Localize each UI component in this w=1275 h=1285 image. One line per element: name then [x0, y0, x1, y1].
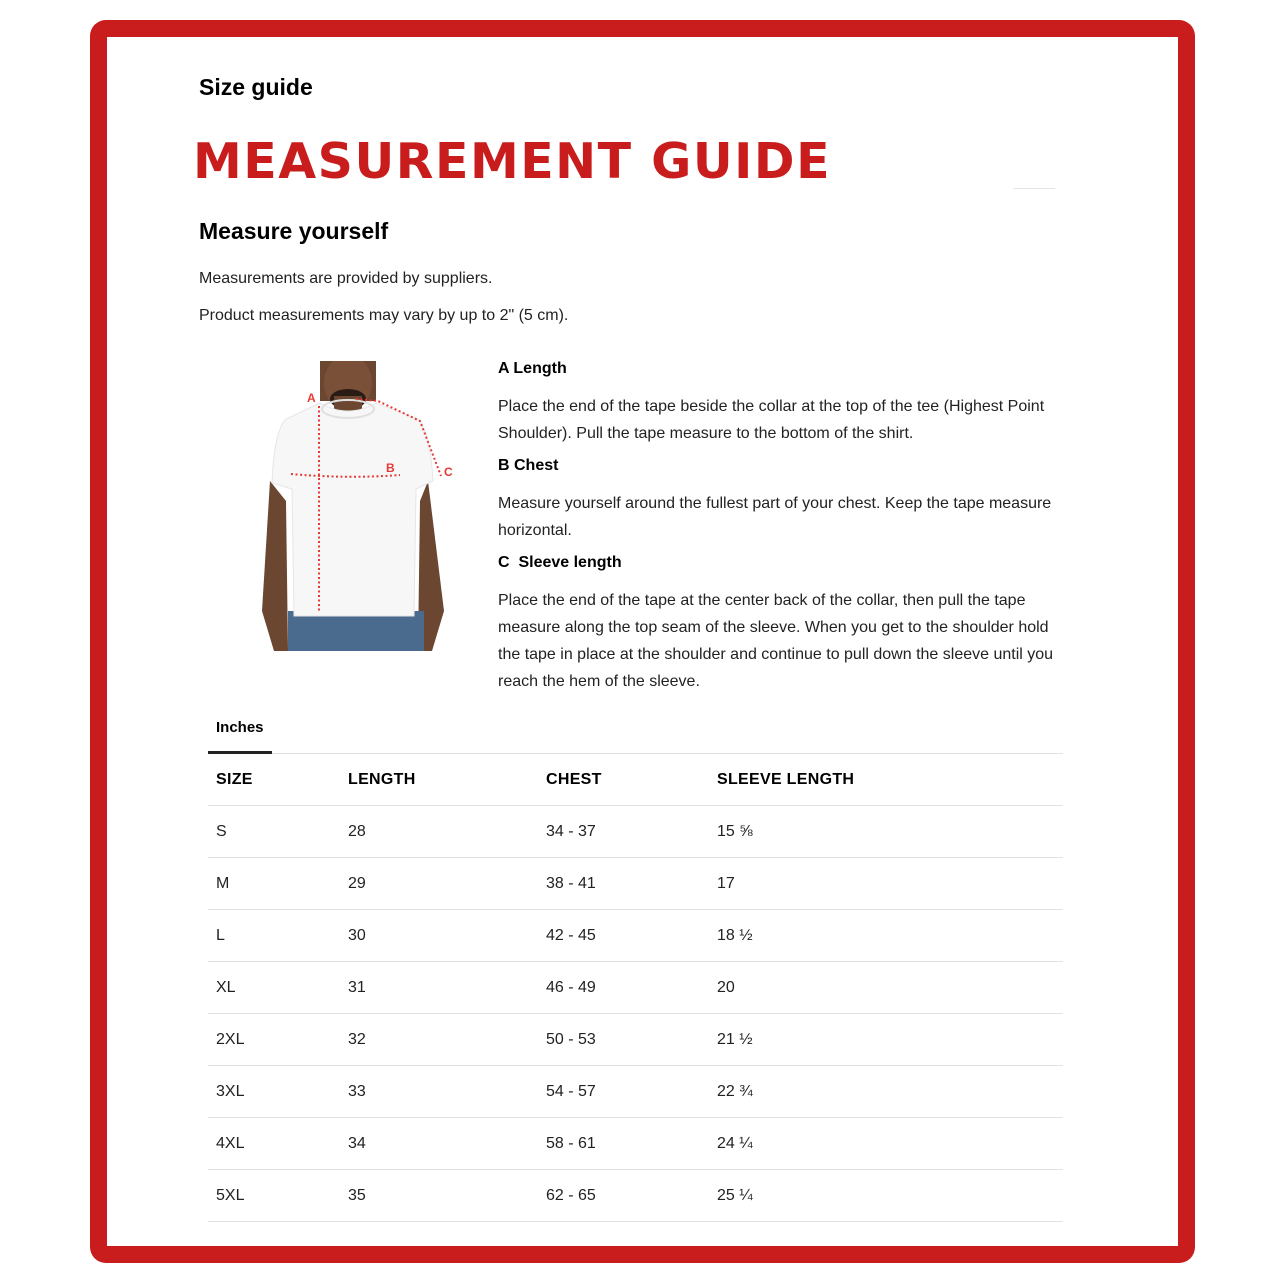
cell-size: S [208, 806, 348, 858]
cell-length: 30 [348, 910, 546, 962]
cell-sleeve-length: 24 ¼ [717, 1118, 1063, 1170]
instruction-sleeve [498, 552, 1063, 695]
cell-chest: 34 - 37 [546, 806, 717, 858]
cell-sleeve-length: 25 ¼ [717, 1170, 1063, 1222]
cell-size: 4XL [208, 1118, 348, 1170]
cell-sleeve-length: 18 ½ [717, 910, 1063, 962]
table-row [208, 1118, 1063, 1170]
cell-size: XL [208, 962, 348, 1014]
cell-sleeve-length: 22 ¾ [717, 1066, 1063, 1118]
table-row [208, 1066, 1063, 1118]
instruction-title: C Sleeve length [498, 554, 622, 571]
header-sleeve-length: SLEEVE LENGTH [717, 754, 1063, 806]
cell-size: 2XL [208, 1014, 348, 1066]
instructions [498, 358, 1063, 703]
cell-length: 28 [348, 806, 546, 858]
instruction-title: B Chest [498, 457, 559, 474]
size-table [208, 754, 1063, 1222]
cell-sleeve-length: 20 [717, 962, 1063, 1014]
header-size: SIZE [208, 754, 348, 806]
cell-chest: 58 - 61 [546, 1118, 717, 1170]
cell-size: 3XL [208, 1066, 348, 1118]
header-length: LENGTH [348, 754, 546, 806]
cell-chest: 46 - 49 [546, 962, 717, 1014]
supplier-note: Measurements are provided by suppliers. [199, 270, 493, 287]
tshirt-measurement-illustration [258, 361, 458, 651]
measurement-guide-title: MEASUREMENT GUIDE [193, 133, 832, 190]
cell-sleeve-length: 15 ⅝ [717, 806, 1063, 858]
cell-length: 33 [348, 1066, 546, 1118]
cell-sleeve-length: 21 ½ [717, 1014, 1063, 1066]
cell-chest: 42 - 45 [546, 910, 717, 962]
table-row [208, 910, 1063, 962]
tab-label: Inches [216, 719, 264, 736]
cell-length: 31 [348, 962, 546, 1014]
divider [1013, 188, 1055, 189]
cell-chest: 54 - 57 [546, 1066, 717, 1118]
cell-chest: 50 - 53 [546, 1014, 717, 1066]
cell-chest: 62 - 65 [546, 1170, 717, 1222]
instruction-chest [498, 455, 1063, 544]
instruction-title: A Length [498, 360, 567, 377]
cell-size: M [208, 858, 348, 910]
table-header-row [208, 754, 1063, 806]
cell-size: L [208, 910, 348, 962]
cell-length: 29 [348, 858, 546, 910]
table-row [208, 1014, 1063, 1066]
header-chest: CHEST [546, 754, 717, 806]
cell-sleeve-length: 17 [717, 858, 1063, 910]
marker-label-a: A [307, 391, 316, 405]
table-row [208, 858, 1063, 910]
model-head [320, 361, 376, 414]
table-row [208, 806, 1063, 858]
tshirt [272, 403, 433, 616]
marker-label-c: C [444, 465, 453, 479]
table-row [208, 1170, 1063, 1222]
measure-yourself-heading: Measure yourself [199, 218, 389, 244]
unit-tabs [208, 712, 1063, 754]
jeans [288, 611, 424, 651]
instruction-text: Place the end of the tape at the center back of the collar, then pull the tape measure along the top seam of the sleeve. When you get to the shoulder hold the tape in place at the shoulder and continue to pull down the sleeve until you reach the hem of the sleeve. [498, 592, 1054, 690]
cell-size: 5XL [208, 1170, 348, 1222]
left-arm [262, 481, 288, 651]
variance-note: Product measurements may vary by up to 2" (5 cm). [199, 307, 569, 324]
size-guide-title: Size guide [199, 74, 313, 100]
table-row [208, 962, 1063, 1014]
cell-length: 34 [348, 1118, 546, 1170]
cell-length: 35 [348, 1170, 546, 1222]
tab-inches[interactable] [208, 712, 272, 754]
instruction-text: Place the end of the tape beside the collar at the top of the tee (Highest Point Shoulder). Pull the tape measure to the bottom of the shirt. [498, 398, 1045, 442]
cell-length: 32 [348, 1014, 546, 1066]
cell-chest: 38 - 41 [546, 858, 717, 910]
instruction-text: Measure yourself around the fullest part of your chest. Keep the tape measure horizontal. [498, 495, 1052, 539]
instruction-length [498, 358, 1063, 447]
marker-label-b: B [386, 461, 395, 475]
